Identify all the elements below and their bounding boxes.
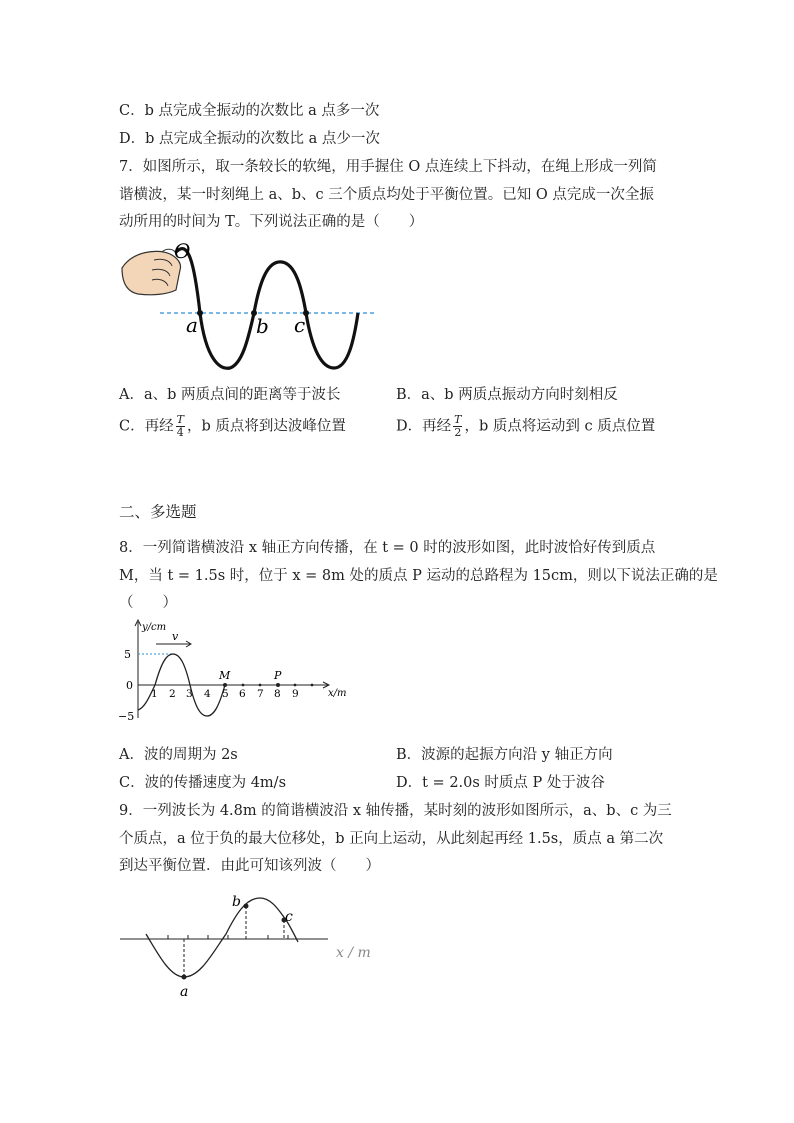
x-tick-3: 3 (186, 688, 193, 700)
velocity-label: v (172, 630, 179, 643)
q8-stem-line1: 8．一列简谐横波沿 x 轴正方向传播，在 t = 0 时的波形如图，此时波恰好传到质点 (119, 540, 656, 556)
label-b: b (232, 894, 241, 910)
label-b: b (256, 314, 269, 338)
point-b (244, 904, 249, 909)
y-axis-label: y/cm (142, 622, 167, 633)
q8-option-c: C．波的传播速度为 4m/s (119, 775, 287, 791)
q8-stem-line2: M，当 t = 1.5s 时，位于 x = 8m 处的质点 P 运动的总路程为 15cm，则以下说法正确的是 (119, 568, 718, 584)
x-tick-6: 6 (239, 688, 246, 700)
x-tick-7: 7 (257, 688, 264, 700)
x-axis-label: x / m (336, 945, 371, 961)
q8-wave-graph (118, 618, 358, 728)
q7-option-d-suffix: ，b 质点将运动到 c 质点位置 (464, 418, 656, 435)
x-tick-2: 2 (169, 688, 176, 700)
q6-option-c: C．b 点完成全振动的次数比 a 点多一次 (119, 103, 380, 119)
q9-stem-line1: 9．一列波长为 4.8m 的简谐横波沿 x 轴传播，某时刻的波形如图所示，a、b、c 为三 (119, 803, 672, 819)
section-heading: 二、多选题 (119, 503, 197, 521)
label-a: a (186, 313, 198, 337)
x-tick-labels (151, 688, 299, 700)
q9-wave-figure (118, 884, 378, 1004)
label-o: O (174, 239, 191, 263)
fraction-t-over-4: $\frac{T}{4}$ (176, 413, 184, 439)
x-tick-4: 4 (204, 688, 211, 700)
q7-stem-line1: 7．如图所示，取一条较长的软绳，用手握住 O 点连续上下抖动，在绳上形成一列简 (119, 159, 657, 175)
x-axis-label: x/m (328, 688, 347, 699)
q7-option-a: A．a、b 两质点间的距离等于波长 (119, 387, 341, 403)
q8-option-b: B．波源的起振方向沿 y 轴正方向 (396, 747, 613, 763)
q6-option-d: D．b 点完成全振动的次数比 a 点少一次 (119, 131, 380, 147)
label-c: c (294, 313, 306, 337)
q8-stem-line3: （ ） (119, 595, 177, 611)
x-axis-ticks (168, 935, 288, 939)
q9-stem-line2: 个质点，a 位于负的最大位移处，b 正向上运动，从此刻起再经 1.5s，质点 a 第二次 (119, 831, 664, 847)
q7-option-d-prefix: D．再经 (396, 418, 452, 435)
x-tick-1: 1 (151, 688, 158, 700)
q7-stem-line3: 动所用的时间为 T。下列说法正确的是（ ） (119, 214, 424, 230)
q8-option-d: D．t = 2.0s 时质点 P 处于波谷 (396, 775, 605, 791)
q7-option-d (396, 414, 655, 439)
label-m: M (219, 669, 231, 682)
q8-option-a: A．波的周期为 2s (119, 747, 238, 763)
hand-illustration (122, 249, 181, 295)
fraction-t-over-2: $\frac{T}{2}$ (454, 413, 462, 439)
q7-option-c-prefix: C．再经 (119, 418, 174, 435)
wave-curve (146, 898, 298, 977)
q9-stem-line3: 到达平衡位置．由此可知该列波（ ） (119, 858, 380, 874)
point-m (223, 683, 227, 687)
q7-stem-line2: 谐横波，某一时刻绳上 a、b、c 三个质点均处于平衡位置。已知 O 点完成一次全振 (119, 187, 654, 203)
label-a: a (180, 984, 189, 1000)
point-a (182, 975, 187, 980)
x-tick-8: 8 (274, 688, 281, 700)
x-tick-9: 9 (292, 688, 299, 700)
q7-option-b: B．a、b 两质点振动方向时刻相反 (396, 387, 618, 403)
q7-rope-wave-figure (118, 240, 388, 380)
label-p: P (274, 669, 282, 682)
q7-option-c-suffix: ，b 质点将到达波峰位置 (186, 418, 346, 435)
y-tick-neg5: −5 (118, 710, 135, 723)
x-tick-5: 5 (222, 688, 229, 700)
point-p (276, 683, 280, 687)
y-tick-0: 0 (126, 679, 133, 692)
label-c: c (285, 909, 293, 925)
y-tick-5: 5 (124, 648, 131, 661)
q7-option-c (119, 414, 346, 439)
rope-wave (176, 249, 358, 369)
